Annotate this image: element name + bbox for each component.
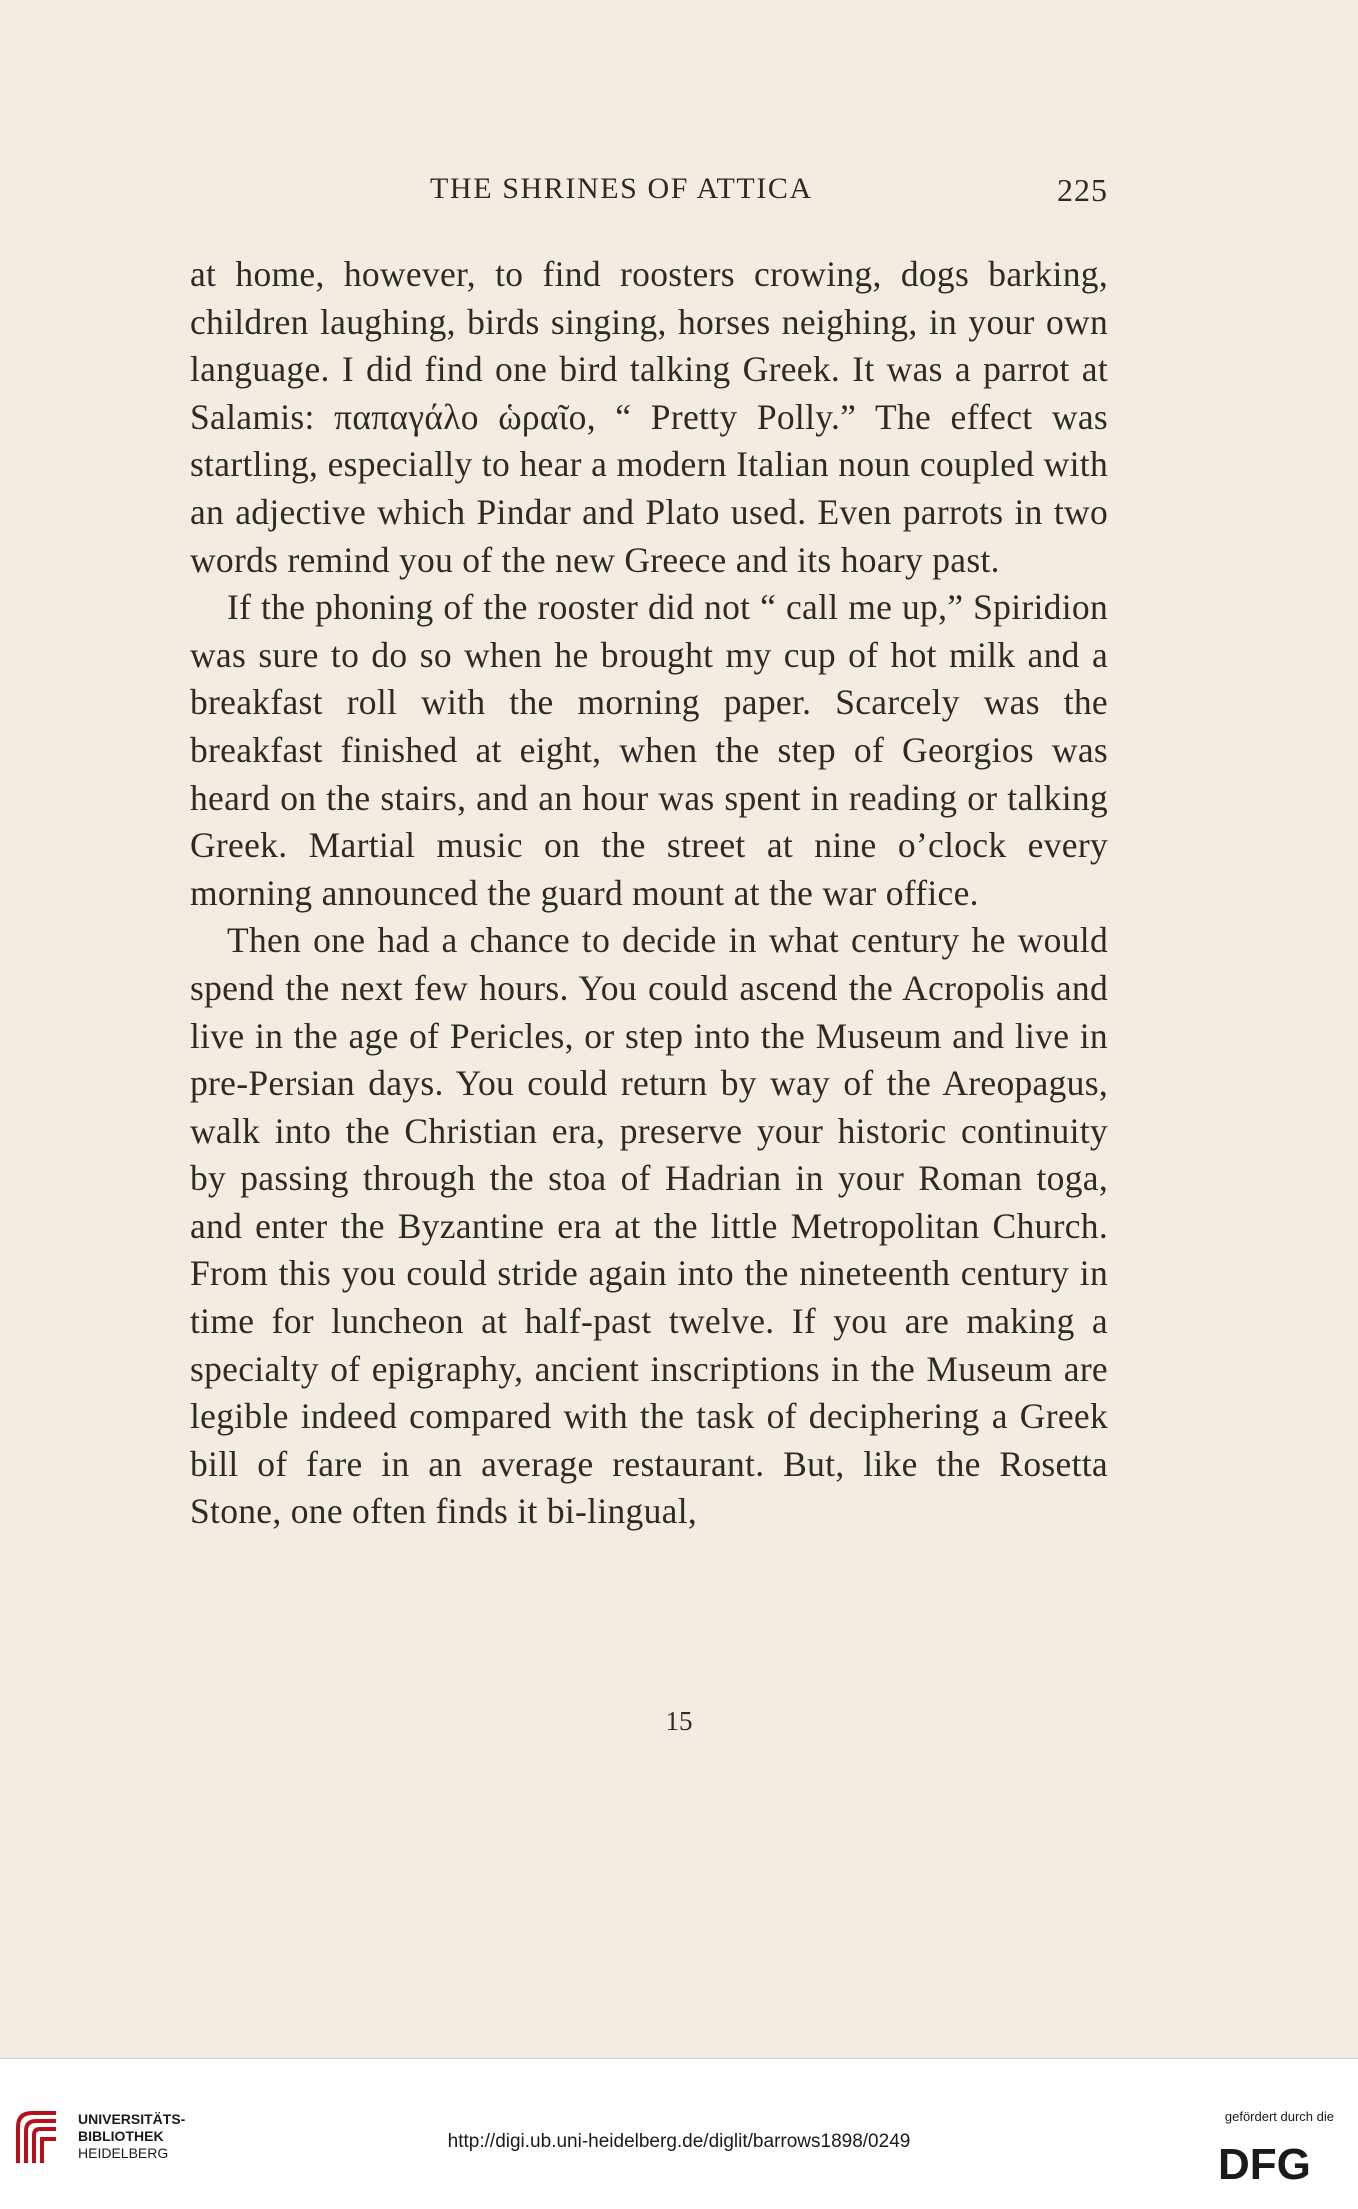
dfg-logo-text: DFG xyxy=(1218,2140,1311,2185)
paragraph: If the phoning of the rooster did not “ call me up,” Spiridion was sure to do so when he brought my cup of hot milk and a breakfast roll with the morning paper. Scarcely was the breakfast finished at eight, when the step of Georgios was heard on the stairs, and an hour was spent in reading or talking Greek. Martial music on the street at nine o’clock every morning announced the guard mount at the war office. xyxy=(190,587,1108,913)
library-name-line: UNIVERSITÄTS- xyxy=(78,2111,186,2127)
library-name-line: BIBLIOTHEK xyxy=(78,2128,164,2144)
paragraph: Then one had a chance to decide in what century he would spend the next few hours. You could ascend the Acropolis and live in the age of Pericles, or step into the Museum and live in pre-Persian days. You could return by way of the Areopagus, walk into the Christian era, preserve your historic continuity by passing through the stoa of Hadrian in your Roman toga, and enter the Byzantine era at the little Metropolitan Church. From this you could stride again into the nineteenth century in time for luncheon at half-past twelve. If you are making a specialty of epigraphy, ancient inscriptions in the Museum are legible indeed compared with the task of deciphering a Greek bill of fare in an average restaurant. But, like the Rosetta Stone, one often finds it bi-lingual, xyxy=(190,920,1108,1532)
page-number: 225 xyxy=(1057,172,1108,208)
library-name-line: HEIDELBERG xyxy=(78,2145,169,2161)
digitization-footer xyxy=(0,2058,1358,2209)
funder-label: gefördert durch die xyxy=(1224,2109,1334,2124)
running-title: THE SHRINES OF ATTICA xyxy=(430,172,813,205)
page-header xyxy=(190,172,1108,216)
dfg-logo xyxy=(1218,2139,1334,2185)
paragraph: at home, however, to find roosters crowing, dogs barking, children laughing, birds singing, horses neighing, in your own language. I did find one bird talking Greek. It was a parrot at Salamis: παπαγάλο ὡραῖο, “ Pretty Polly.” The effect was startling, especially to hear a modern Italian noun coupled with an adjective which Pindar and Plato used. Even parrots in two words remind you of the new Greece and its hoary past. xyxy=(190,254,1108,580)
permalink-url[interactable]: http://digi.ub.uni-heidelberg.de/diglit/barrows1898/0249 xyxy=(447,2131,911,2152)
signature-mark: 15 xyxy=(665,1706,693,1736)
body-text xyxy=(190,251,1108,1536)
